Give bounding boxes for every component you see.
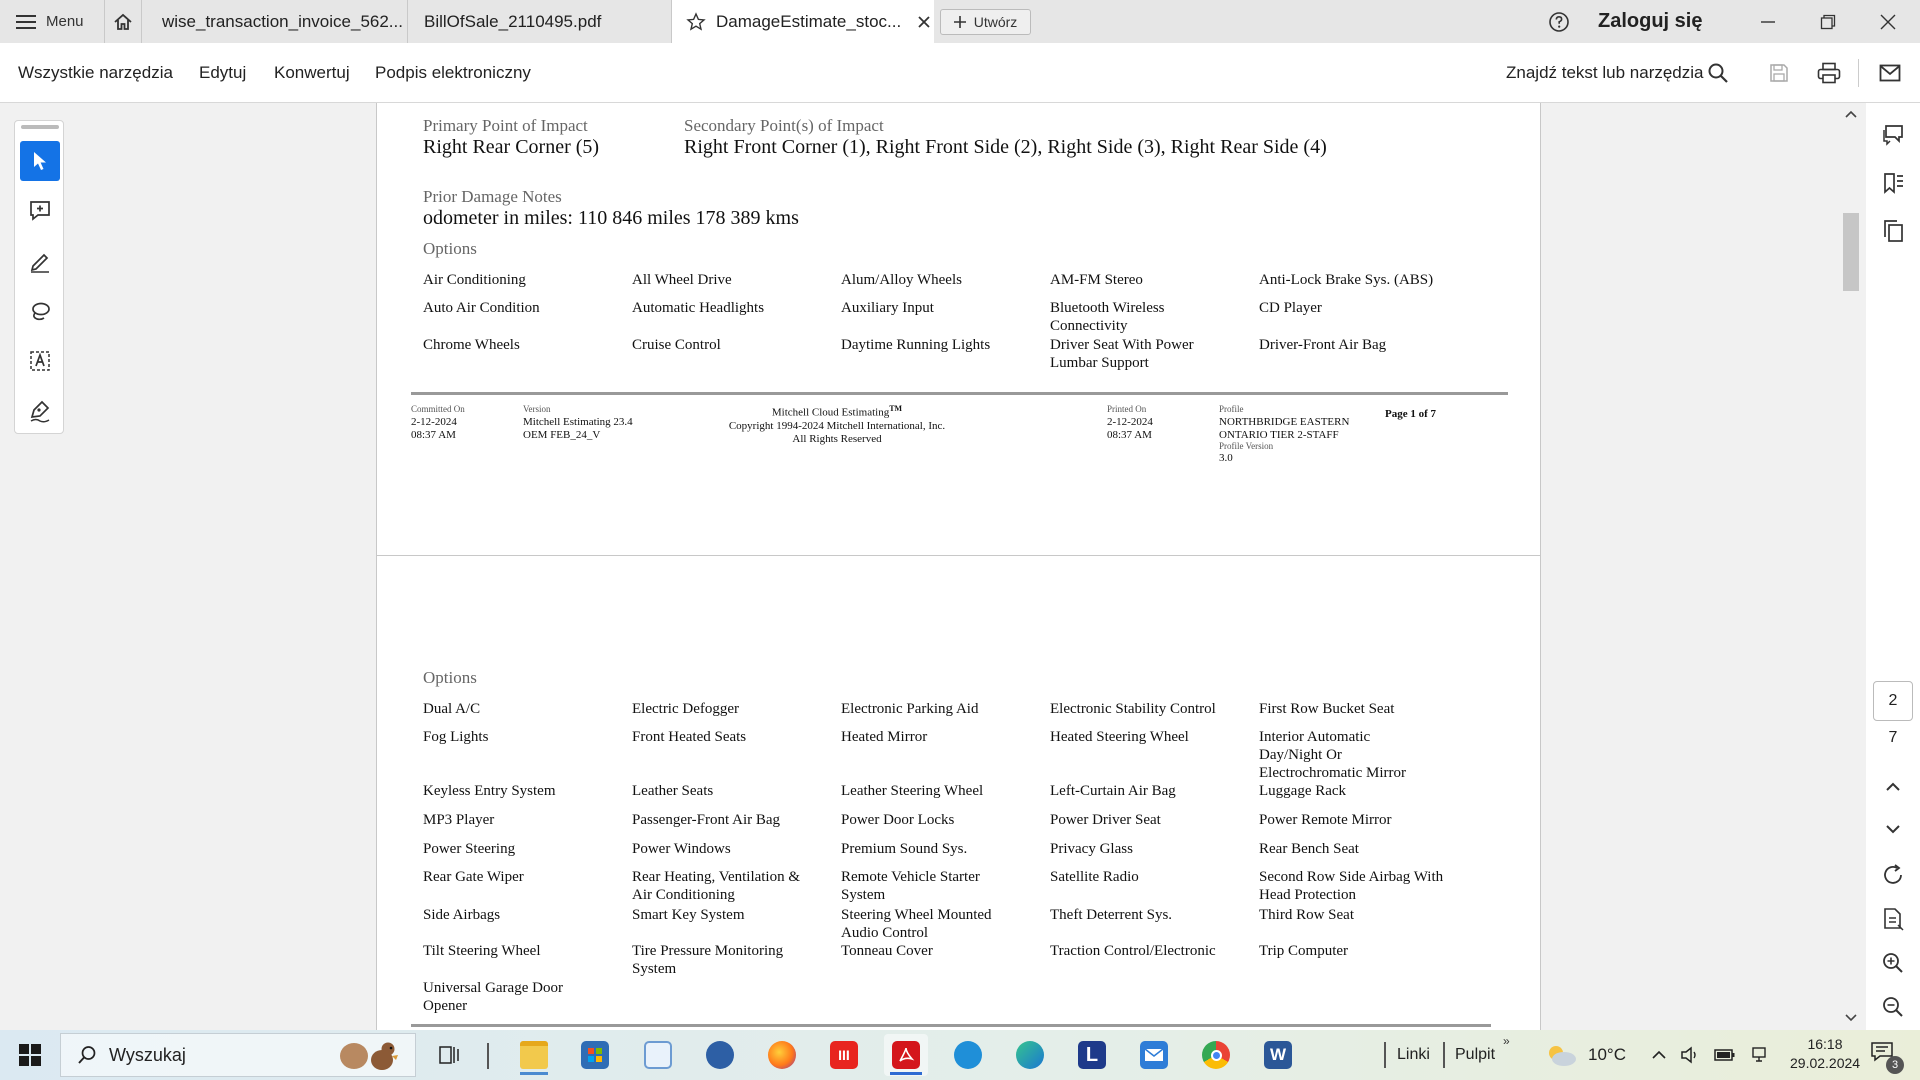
- right-rail: [1866, 103, 1920, 1030]
- profile-line-1: NORTHBRIDGE EASTERN: [1219, 416, 1350, 428]
- option-item: CD Player: [1259, 300, 1322, 316]
- lasso-icon: [28, 299, 52, 323]
- email-button[interactable]: [1876, 59, 1904, 87]
- profile-version: 3.0: [1219, 452, 1233, 464]
- word-icon: W: [1264, 1041, 1292, 1069]
- printed-time: 08:37 AM: [1107, 429, 1152, 441]
- copyright: Copyright 1994-2024 Mitchell International, Inc.: [728, 419, 946, 432]
- home-button[interactable]: [104, 0, 142, 43]
- option-item: Front Heated Seats: [632, 729, 747, 745]
- tab-label: DamageEstimate_stoc...: [716, 11, 902, 31]
- tab-bill-of-sale[interactable]: [410, 0, 672, 43]
- comments-button[interactable]: [1877, 119, 1909, 151]
- search-icon: [1707, 62, 1729, 84]
- hamburger-icon: [16, 14, 36, 30]
- toolbar-separator: [1443, 1042, 1445, 1068]
- option-item: Steering Wheel Mounted Audio Control: [841, 907, 992, 941]
- version-line-1: Mitchell Estimating 23.4: [523, 416, 633, 428]
- close-tab-icon[interactable]: [917, 15, 931, 29]
- option-item: Electronic Stability Control: [1050, 701, 1216, 717]
- text-box-tool[interactable]: [20, 341, 60, 381]
- scroll-down-arrow-icon[interactable]: [1845, 1013, 1857, 1023]
- option-item: Rear Heating, Ventilation & Air Conditioning: [632, 869, 801, 903]
- select-tool[interactable]: [20, 141, 60, 181]
- edge-app[interactable]: [1008, 1034, 1052, 1076]
- option-item: Power Steering: [423, 841, 516, 857]
- pen-icon: [28, 249, 52, 273]
- committed-label: Committed On: [411, 404, 465, 414]
- system-tray[interactable]: [1652, 1030, 1768, 1080]
- pdf-page-2: [376, 555, 1541, 1030]
- zoom-out-icon: [1881, 995, 1905, 1019]
- taskbar-divider: [487, 1043, 489, 1069]
- version-label: Version: [523, 404, 551, 414]
- task-view-icon: [438, 1044, 462, 1066]
- option-item: Passenger-Front Air Bag: [632, 812, 781, 828]
- footer-center: [707, 402, 967, 446]
- print-icon: [1817, 62, 1841, 84]
- mail-envelope-icon: [1140, 1041, 1168, 1069]
- page-number-input[interactable]: 2: [1873, 681, 1913, 721]
- option-item: Alum/Alloy Wheels: [841, 272, 962, 288]
- desktop-toolbar[interactable]: Pulpit: [1455, 1046, 1496, 1063]
- chrome-app[interactable]: [1194, 1034, 1238, 1076]
- scroll-up-arrow-icon[interactable]: [1845, 109, 1857, 119]
- zoom-in-button[interactable]: [1877, 947, 1909, 979]
- start-button[interactable]: [8, 1034, 52, 1076]
- option-item: Tonneau Cover: [841, 943, 933, 959]
- profile-line-2: ONTARIO TIER 2-STAFF: [1219, 429, 1339, 441]
- option-item: Interior Automatic Day/Night Or Electrochromatic Mirror: [1259, 729, 1407, 781]
- option-item: Leather Steering Wheel: [841, 783, 984, 799]
- firefox-app[interactable]: [760, 1034, 804, 1076]
- speaker-icon[interactable]: [1680, 1046, 1700, 1064]
- main-toolbar: [0, 43, 1920, 103]
- rotate-button[interactable]: [1877, 859, 1909, 891]
- option-item: MP3 Player: [423, 812, 495, 828]
- option-item: Power Driver Seat: [1050, 812, 1161, 828]
- windows-logo-icon: [19, 1044, 41, 1066]
- option-item: Heated Steering Wheel: [1050, 729, 1189, 745]
- new-tab-button[interactable]: [940, 9, 1031, 35]
- esign-menu[interactable]: Podpis elektroniczny: [375, 63, 531, 82]
- save-button[interactable]: [1765, 59, 1793, 87]
- text-box-icon: [28, 349, 52, 373]
- secondary-impact-label: Secondary Point(s) of Impact: [684, 116, 884, 135]
- acrobat-app[interactable]: [884, 1034, 928, 1076]
- restore-icon: [1820, 14, 1836, 30]
- prior-damage-label: Prior Damage Notes: [423, 187, 562, 206]
- option-item: First Row Bucket Seat: [1259, 701, 1395, 717]
- committed-time: 08:37 AM: [411, 429, 456, 441]
- notification-count: 3: [1886, 1056, 1904, 1074]
- squirrel-illustration: [336, 1034, 408, 1076]
- cloud-icon: [1544, 1043, 1578, 1067]
- option-item: Electronic Parking Aid: [841, 701, 979, 717]
- option-item: All Wheel Drive: [632, 272, 732, 288]
- option-item: Rear Bench Seat: [1259, 841, 1359, 857]
- edit-menu[interactable]: Edytuj: [199, 63, 247, 82]
- option-item: Power Windows: [632, 841, 731, 857]
- document-viewer[interactable]: [0, 103, 1920, 1030]
- bookmarks-button[interactable]: [1877, 167, 1909, 199]
- plus-icon: [954, 16, 966, 28]
- pages-button[interactable]: [1877, 215, 1909, 247]
- bars-icon: III: [830, 1041, 858, 1069]
- option-item: Daytime Running Lights: [841, 337, 991, 353]
- option-item: Luggage Rack: [1259, 783, 1347, 799]
- tab-damage-estimate[interactable]: [672, 0, 934, 43]
- zoom-in-icon: [1881, 951, 1905, 975]
- options-heading: Options: [423, 668, 477, 687]
- battery-icon[interactable]: [1714, 1048, 1736, 1062]
- red-app[interactable]: [822, 1034, 866, 1076]
- signature-pen-icon: [28, 399, 52, 423]
- zoom-out-button[interactable]: [1877, 991, 1909, 1023]
- primary-impact-value: Right Rear Corner (5): [423, 136, 600, 158]
- vertical-scrollbar[interactable]: [1840, 103, 1862, 1030]
- fit-page-icon: [1881, 907, 1905, 931]
- option-item: Smart Key System: [632, 907, 745, 923]
- rights: All Rights Reserved: [792, 432, 882, 445]
- mail-app[interactable]: [1132, 1034, 1176, 1076]
- toolbar-divider: [1858, 59, 1859, 87]
- word-app[interactable]: [1256, 1034, 1300, 1076]
- shield-globe-icon: [706, 1041, 734, 1069]
- l-letter-icon: L: [1078, 1041, 1106, 1069]
- option-item: Leather Seats: [632, 783, 714, 799]
- option-item: Universal Garage Door Opener: [423, 980, 563, 1014]
- file-explorer-app[interactable]: [512, 1034, 556, 1076]
- footer-rule: [411, 392, 1508, 395]
- clock[interactable]: [1790, 1035, 1860, 1073]
- chevron-up-icon[interactable]: [1652, 1050, 1666, 1060]
- option-item: Trip Computer: [1259, 943, 1349, 959]
- printed-date: 2-12-2024: [1107, 416, 1153, 428]
- panel-grip: [21, 125, 59, 129]
- store-app[interactable]: [573, 1034, 617, 1076]
- bookmark-icon: [1881, 171, 1905, 195]
- sign-tool[interactable]: [20, 391, 60, 431]
- image-viewer-icon: [644, 1041, 672, 1069]
- tab-bar: [0, 0, 1920, 43]
- temperature: 10°C: [1588, 1045, 1626, 1064]
- chevron-up-icon: [1885, 781, 1901, 793]
- folder-icon: [520, 1041, 548, 1069]
- option-item: Rear Gate Wiper: [423, 869, 524, 885]
- option-item: Air Conditioning: [423, 272, 526, 288]
- all-tools-menu[interactable]: Wszystkie narzędzia: [18, 63, 173, 82]
- toolbar-separator: [1384, 1042, 1386, 1068]
- copy-pages-icon: [1881, 219, 1905, 243]
- toolbar-overflow-chevron[interactable]: »: [1503, 1034, 1510, 1048]
- weather-widget[interactable]: [1544, 1030, 1626, 1080]
- close-icon: [1880, 14, 1896, 30]
- option-item: Dual A/C: [423, 701, 481, 717]
- comments-icon: [1881, 123, 1905, 147]
- store-icon: [581, 1041, 609, 1069]
- search-placeholder: Wyszukaj: [109, 1044, 186, 1065]
- option-item: Third Row Seat: [1259, 907, 1354, 923]
- add-comment-tool[interactable]: [20, 191, 60, 231]
- profile-label: Profile: [1219, 404, 1244, 414]
- help-icon: [1548, 11, 1570, 33]
- links-toolbar[interactable]: Linki: [1397, 1046, 1430, 1063]
- option-item: Heated Mirror: [841, 729, 928, 745]
- option-item: Auto Air Condition: [423, 300, 540, 316]
- task-view-button[interactable]: [428, 1034, 472, 1076]
- section-rule: [411, 1024, 1491, 1027]
- secondary-impact-value: Right Front Corner (1), Right Front Side (2), Right Side (3), Right Rear Side (4): [684, 136, 1327, 158]
- l-app[interactable]: [1070, 1034, 1114, 1076]
- profile-version-label: Profile Version: [1219, 441, 1274, 451]
- search-button[interactable]: [1704, 59, 1732, 87]
- help-button[interactable]: [1547, 10, 1571, 34]
- restore-button[interactable]: [1808, 0, 1848, 43]
- option-item: Theft Deterrent Sys.: [1050, 907, 1173, 923]
- rotate-icon: [1881, 863, 1905, 887]
- chrome-icon: [1202, 1041, 1230, 1069]
- option-item: Traction Control/Electronic: [1050, 943, 1216, 959]
- save-icon: [1769, 63, 1789, 83]
- option-item: Remote Vehicle Starter System: [841, 869, 980, 903]
- page-number: Page 1 of 7: [1385, 408, 1437, 420]
- search-icon: [77, 1045, 97, 1065]
- acrobat-icon: [892, 1041, 920, 1069]
- convert-menu[interactable]: Konwertuj: [274, 63, 350, 82]
- prior-damage-value: odometer in miles: 110 846 miles 178 389 kms: [423, 207, 799, 229]
- clock-time: 16:18: [1807, 1036, 1843, 1052]
- option-item: Cruise Control: [632, 337, 721, 353]
- tab-wise-invoice[interactable]: [148, 0, 408, 43]
- new-tab-label: Utwórz: [973, 14, 1018, 30]
- committed-date: 2-12-2024: [411, 416, 457, 428]
- option-item: Premium Sound Sys.: [841, 841, 968, 857]
- version-line-2: OEM FEB_24_V: [523, 429, 601, 441]
- sync-icon: [954, 1041, 982, 1069]
- options-heading: Options: [423, 239, 477, 258]
- option-item: Chrome Wheels: [423, 337, 520, 353]
- menu-button[interactable]: [16, 0, 84, 43]
- menu-label: Menu: [46, 13, 84, 30]
- sign-in-button[interactable]: Zaloguj się: [1598, 10, 1703, 32]
- tab-label: BillOfSale_2110495.pdf: [424, 11, 602, 31]
- option-item: Driver Seat With Power Lumbar Support: [1050, 337, 1194, 371]
- next-page-button[interactable]: [1877, 813, 1909, 845]
- option-item: Anti-Lock Brake Sys. (ABS): [1259, 272, 1434, 288]
- option-item: Second Row Side Airbag With Head Protection: [1259, 869, 1444, 903]
- option-item: Automatic Headlights: [632, 300, 765, 316]
- print-button[interactable]: [1814, 59, 1844, 87]
- mail-icon: [1879, 64, 1901, 82]
- scrollbar-thumb[interactable]: [1843, 213, 1859, 291]
- option-item: Left-Curtain Air Bag: [1050, 783, 1176, 799]
- firefox-icon: [768, 1041, 796, 1069]
- mitchell-title: Mitchell Cloud Estimating: [771, 406, 890, 419]
- previous-page-button[interactable]: [1877, 771, 1909, 803]
- close-window-button[interactable]: [1868, 0, 1908, 43]
- option-item: Satellite Radio: [1050, 869, 1139, 885]
- page-total: 7: [1888, 729, 1898, 746]
- tab-label: wise_transaction_invoice_562...: [162, 11, 403, 31]
- option-item: Privacy Glass: [1050, 841, 1133, 857]
- highlight-tool[interactable]: [20, 241, 60, 281]
- chevron-down-icon: [1885, 823, 1901, 835]
- sync-app[interactable]: [946, 1034, 990, 1076]
- option-item: Tilt Steering Wheel: [423, 943, 541, 959]
- edge-icon: [1016, 1041, 1044, 1069]
- option-item: Bluetooth Wireless Connectivity: [1050, 300, 1165, 334]
- home-icon: [113, 12, 133, 32]
- minimize-button[interactable]: [1748, 0, 1788, 43]
- star-icon[interactable]: [686, 12, 706, 32]
- photos-app[interactable]: [636, 1034, 680, 1076]
- option-item: Power Remote Mirror: [1259, 812, 1392, 828]
- find-tools-input[interactable]: Znajdź tekst lub narzędzia: [1506, 63, 1704, 82]
- windows-taskbar: [0, 1030, 1920, 1080]
- minimize-icon: [1760, 14, 1776, 30]
- vpn-app[interactable]: [698, 1034, 742, 1076]
- clock-date: 29.02.2024: [1790, 1055, 1861, 1071]
- network-icon[interactable]: [1750, 1046, 1768, 1064]
- option-item: Electric Defogger: [632, 701, 740, 717]
- option-item: Driver-Front Air Bag: [1259, 337, 1387, 353]
- cursor-arrow-icon: [31, 150, 49, 172]
- notifications-button[interactable]: [1868, 1038, 1908, 1072]
- option-item: Fog Lights: [423, 729, 489, 745]
- primary-impact-label: Primary Point of Impact: [423, 116, 588, 135]
- option-item: Auxiliary Input: [841, 300, 934, 316]
- comment-plus-icon: [28, 199, 52, 223]
- fit-page-button[interactable]: [1877, 903, 1909, 935]
- option-item: Keyless Entry System: [423, 783, 556, 799]
- trademark: TM: [889, 404, 903, 413]
- printed-label: Printed On: [1107, 404, 1147, 414]
- option-item: Power Door Locks: [841, 812, 955, 828]
- left-tools-panel: [14, 120, 64, 434]
- draw-tool[interactable]: [20, 291, 60, 331]
- option-item: Side Airbags: [423, 907, 501, 923]
- option-item: Tire Pressure Monitoring System: [632, 943, 784, 977]
- option-item: AM-FM Stereo: [1050, 272, 1143, 288]
